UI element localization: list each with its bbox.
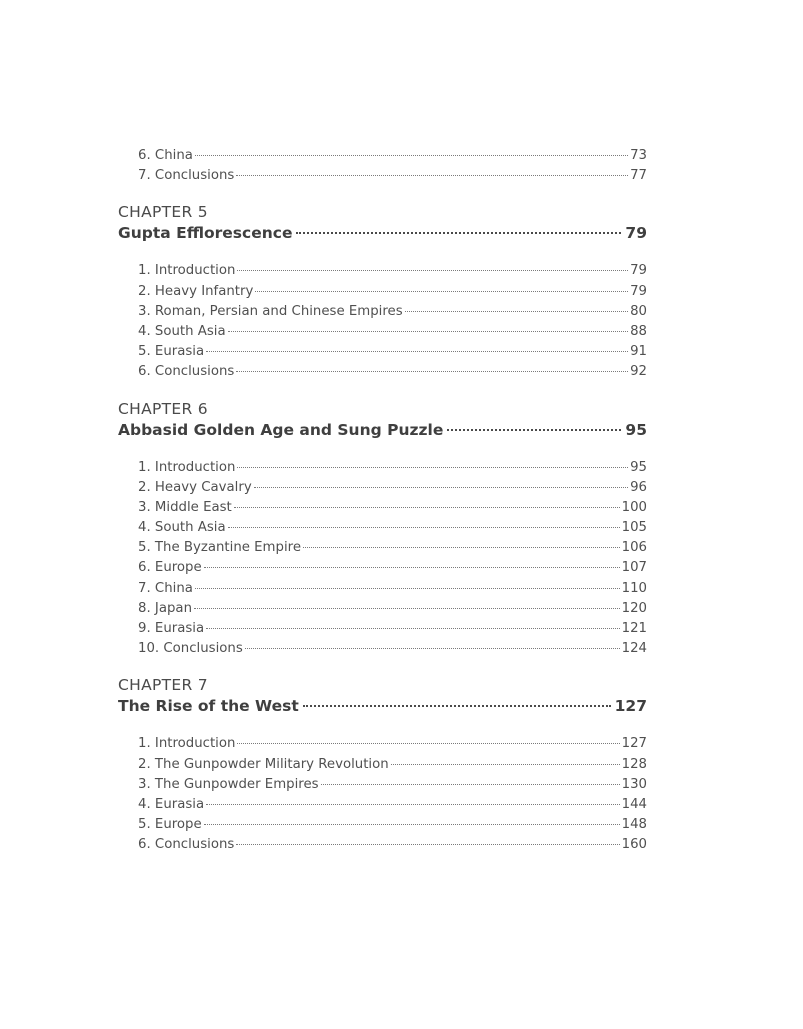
dot-leader	[255, 291, 628, 292]
entry-page: 91	[630, 344, 647, 360]
chapter-label: CHAPTER 6	[118, 399, 208, 418]
entry-title: 6. Europe	[138, 560, 202, 576]
entry-title: 5. The Byzantine Empire	[138, 540, 302, 556]
toc-entry[interactable]	[118, 302, 647, 322]
toc-entry[interactable]	[118, 639, 647, 659]
entry-title: 5. Europe	[138, 817, 202, 833]
toc-entry[interactable]	[118, 362, 647, 382]
dot-leader	[234, 507, 620, 508]
entry-title: 3. Middle East	[138, 499, 232, 515]
toc-entry[interactable]	[118, 146, 647, 166]
dot-leader	[206, 804, 619, 805]
toc-entry[interactable]	[118, 498, 647, 518]
toc-entry[interactable]	[118, 835, 647, 855]
entry-title: 2. Heavy Cavalry	[138, 479, 252, 495]
dot-leader	[321, 784, 620, 785]
chapter-heading[interactable]	[118, 419, 647, 441]
chapter-label: CHAPTER 5	[118, 203, 208, 222]
toc-entry[interactable]	[118, 558, 647, 578]
entry-title: 7. Conclusions	[138, 168, 235, 184]
entry-page: 130	[621, 776, 647, 792]
table-of-contents	[118, 146, 647, 856]
entry-page: 79	[630, 263, 647, 279]
dot-leader	[237, 743, 619, 744]
entry-page: 144	[621, 796, 647, 812]
entry-title: 7. China	[138, 580, 193, 596]
toc-entry[interactable]	[118, 619, 647, 639]
chapter-page: 127	[614, 697, 647, 716]
toc-entry[interactable]	[118, 775, 647, 795]
entry-title: 3. Roman, Persian and Chinese Empires	[138, 303, 403, 319]
dot-leader	[194, 608, 620, 609]
chapter-title: Gupta Efflorescence	[118, 224, 293, 243]
entry-page: 95	[630, 459, 647, 475]
entry-title: 1. Introduction	[138, 263, 236, 279]
entry-page: 128	[621, 756, 647, 772]
entry-title: 2. Heavy Infantry	[138, 283, 254, 299]
chapter-5	[118, 202, 647, 382]
toc-entry[interactable]	[118, 795, 647, 815]
entry-page: 124	[621, 641, 647, 657]
toc-entry[interactable]	[118, 458, 647, 478]
chapter-title: The Rise of the West	[118, 697, 299, 716]
toc-entry[interactable]	[118, 261, 647, 281]
chapter-page: 95	[625, 420, 647, 439]
entry-title: 3. The Gunpowder Empires	[138, 776, 319, 792]
entry-page: 73	[630, 148, 647, 163]
entry-page: 105	[621, 520, 647, 536]
entry-page: 92	[630, 364, 647, 380]
entry-page: 100	[621, 499, 647, 515]
toc-entry[interactable]	[118, 815, 647, 835]
dot-leader	[236, 175, 628, 176]
dot-leader	[391, 764, 620, 765]
chapter-page: 79	[625, 224, 647, 243]
chapter-label: CHAPTER 7	[118, 676, 208, 695]
entry-page: 96	[630, 479, 647, 495]
entry-page: 88	[630, 323, 647, 339]
entry-title: 1. Introduction	[138, 459, 236, 475]
dot-leader	[303, 547, 620, 548]
continued-entries	[118, 146, 647, 186]
entry-page: 79	[630, 283, 647, 299]
toc-entry[interactable]	[118, 734, 647, 754]
dot-leader	[405, 311, 628, 312]
entry-page: 120	[621, 600, 647, 616]
toc-entry[interactable]	[118, 342, 647, 362]
toc-entry[interactable]	[118, 538, 647, 558]
dot-leader	[447, 429, 621, 431]
entry-title: 4. South Asia	[138, 323, 226, 339]
toc-entry[interactable]	[118, 282, 647, 302]
toc-entry[interactable]	[118, 599, 647, 619]
entry-title: 6. Conclusions	[138, 837, 235, 853]
toc-entry[interactable]	[118, 579, 647, 599]
entry-title: 4. South Asia	[138, 520, 226, 536]
entry-title: 6. Conclusions	[138, 364, 235, 380]
dot-leader	[237, 467, 628, 468]
toc-entry[interactable]	[118, 755, 647, 775]
dot-leader	[303, 705, 611, 707]
chapter-heading[interactable]	[118, 222, 647, 244]
chapter-7	[118, 675, 647, 855]
chapter-heading[interactable]	[118, 695, 647, 717]
entry-title: 2. The Gunpowder Military Revolution	[138, 756, 389, 772]
entry-title: 4. Eurasia	[138, 796, 205, 812]
entry-page: 106	[621, 540, 647, 556]
dot-leader	[228, 527, 620, 528]
toc-entry[interactable]	[118, 322, 647, 342]
entry-page: 160	[621, 837, 647, 853]
dot-leader	[195, 588, 620, 589]
entry-page: 127	[621, 736, 647, 752]
chapter-title: Abbasid Golden Age and Sung Puzzle	[118, 420, 444, 439]
entry-title: 8. Japan	[138, 600, 192, 616]
dot-leader	[195, 155, 628, 156]
entry-title: 5. Eurasia	[138, 344, 205, 360]
dot-leader	[228, 331, 628, 332]
entry-title: 10. Conclusions	[138, 641, 243, 657]
toc-entry[interactable]	[118, 518, 647, 538]
dot-leader	[204, 567, 620, 568]
chapter-6	[118, 399, 647, 660]
entry-page: 80	[630, 303, 647, 319]
dot-leader	[236, 844, 619, 845]
toc-entry[interactable]	[118, 166, 647, 186]
dot-leader	[204, 824, 620, 825]
entry-page: 148	[621, 817, 647, 833]
entry-page: 107	[621, 560, 647, 576]
dot-leader	[254, 487, 628, 488]
dot-leader	[236, 371, 628, 372]
dot-leader	[206, 351, 628, 352]
entry-page: 110	[621, 580, 647, 596]
entry-page: 121	[621, 621, 647, 636]
entry-title: 9. Eurasia	[138, 621, 205, 636]
dot-leader	[206, 628, 619, 629]
entry-title: 1. Introduction	[138, 736, 236, 752]
dot-leader	[245, 648, 620, 649]
entry-page: 77	[630, 168, 647, 184]
entry-title: 6. China	[138, 148, 193, 163]
dot-leader	[296, 232, 621, 234]
toc-entry[interactable]	[118, 478, 647, 498]
dot-leader	[237, 270, 628, 271]
